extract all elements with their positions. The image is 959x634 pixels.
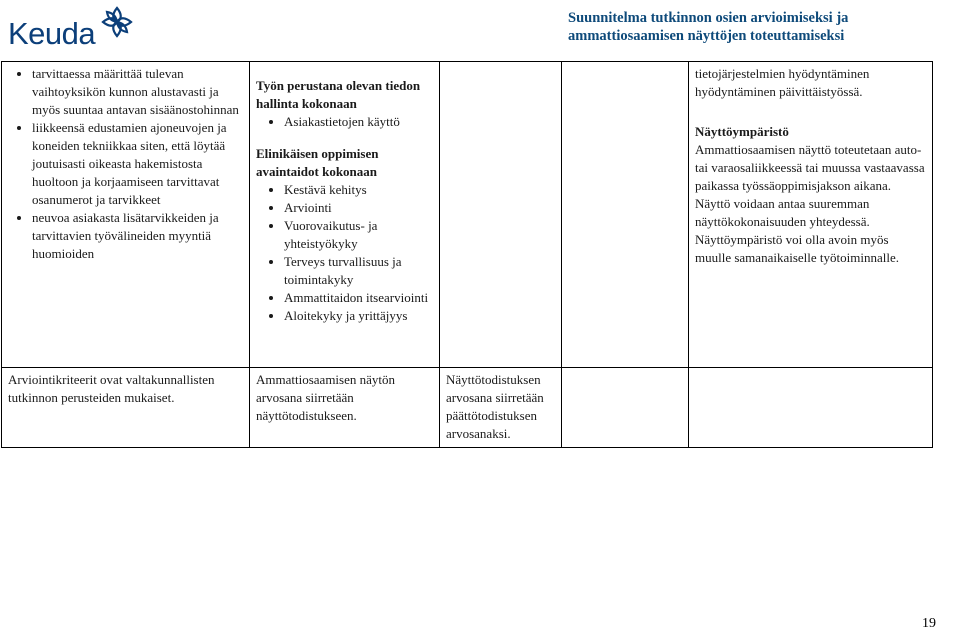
section-heading: Työn perustana olevan tiedon hallinta kokonaan <box>256 78 421 111</box>
knowledge-list <box>256 113 434 131</box>
list-item: • Vuorovaikutus- ja yhteistyökyky <box>284 217 434 253</box>
list-item: • Ammattitaidon itsearviointi <box>284 289 434 307</box>
list-item: • Kestävä kehitys <box>284 181 434 199</box>
environment-intro: tietojärjestelmien hyödyntäminen hyödyntäminen päivittäistyössä. <box>695 66 870 99</box>
cell-certificate-grade: Näyttötodistuksen arvosana siirretään päättötodistuksen arvosanaksi. <box>440 368 562 448</box>
cell-empty <box>440 62 562 368</box>
list-item: • Aloitekyky ja yrittäjyys <box>284 307 434 325</box>
section-heading: Näyttöympäristö <box>695 124 789 139</box>
cell-criteria: Arviointikriteerit ovat valtakunnallisten tutkinnon perusteiden mukaiset. <box>2 368 250 448</box>
table-row <box>2 368 933 448</box>
assessment-table <box>1 61 933 448</box>
target-list <box>8 65 244 263</box>
cell-empty <box>562 62 689 368</box>
list-item: • liikkeensä edustamien ajoneuvojen ja koneiden tekniikkaa siten, että löytää joutuisasti oikeasta hakemistosta huoltoon ja korjaamiseen tarvittavat osanumerot ja tarvikkeet <box>32 119 244 209</box>
logo-text: Keuda <box>8 16 96 51</box>
table-row <box>2 62 933 368</box>
list-item: • tarvittaessa määrittää tulevan vaihtoyksikön kunnon alustavasti ja myös suuntaa antavan sisäänostohinnan <box>32 65 244 119</box>
keuda-flower-icon <box>101 6 133 38</box>
keuda-logo <box>8 6 158 50</box>
cell-knowledge <box>250 62 440 368</box>
list-item: • Asiakastietojen käyttö <box>284 113 434 131</box>
environment-text: Ammattiosaamisen näyttö toteutetaan auto- tai varaosaliikkeessä tai muussa vastaavassa paikassa työssäoppimisjakson aikana. Näyttö voidaan antaa suuremman näyttökokonaisuuden yhteydessä. Näyttöympäristö voi olla avoin myös muulle samanaikaiselle työtoiminnalle. <box>695 142 925 265</box>
cell-empty <box>562 368 689 448</box>
list-item: • neuvoa asiakasta lisätarvikkeiden ja tarvittavien työvälineiden myyntiä huomioiden <box>32 209 244 263</box>
page-number: 19 <box>922 616 936 631</box>
keyskills-list <box>256 181 434 325</box>
list-item: • Arviointi <box>284 199 434 217</box>
document-title: Suunnitelma tutkinnon osien arvioimiseksi ja ammattiosaamisen näyttöjen toteuttamiseksi <box>568 10 849 44</box>
cell-empty <box>689 368 933 448</box>
cell-demonstration-grade: Ammattiosaamisen näytön arvosana siirretään näyttötodistukseen. <box>250 368 440 448</box>
section-heading: Elinikäisen oppimisen avaintaidot kokonaan <box>256 146 379 179</box>
list-item: • Terveys turvallisuus ja toimintakyky <box>284 253 434 289</box>
cell-environment <box>689 62 933 368</box>
cell-targets <box>2 62 250 368</box>
